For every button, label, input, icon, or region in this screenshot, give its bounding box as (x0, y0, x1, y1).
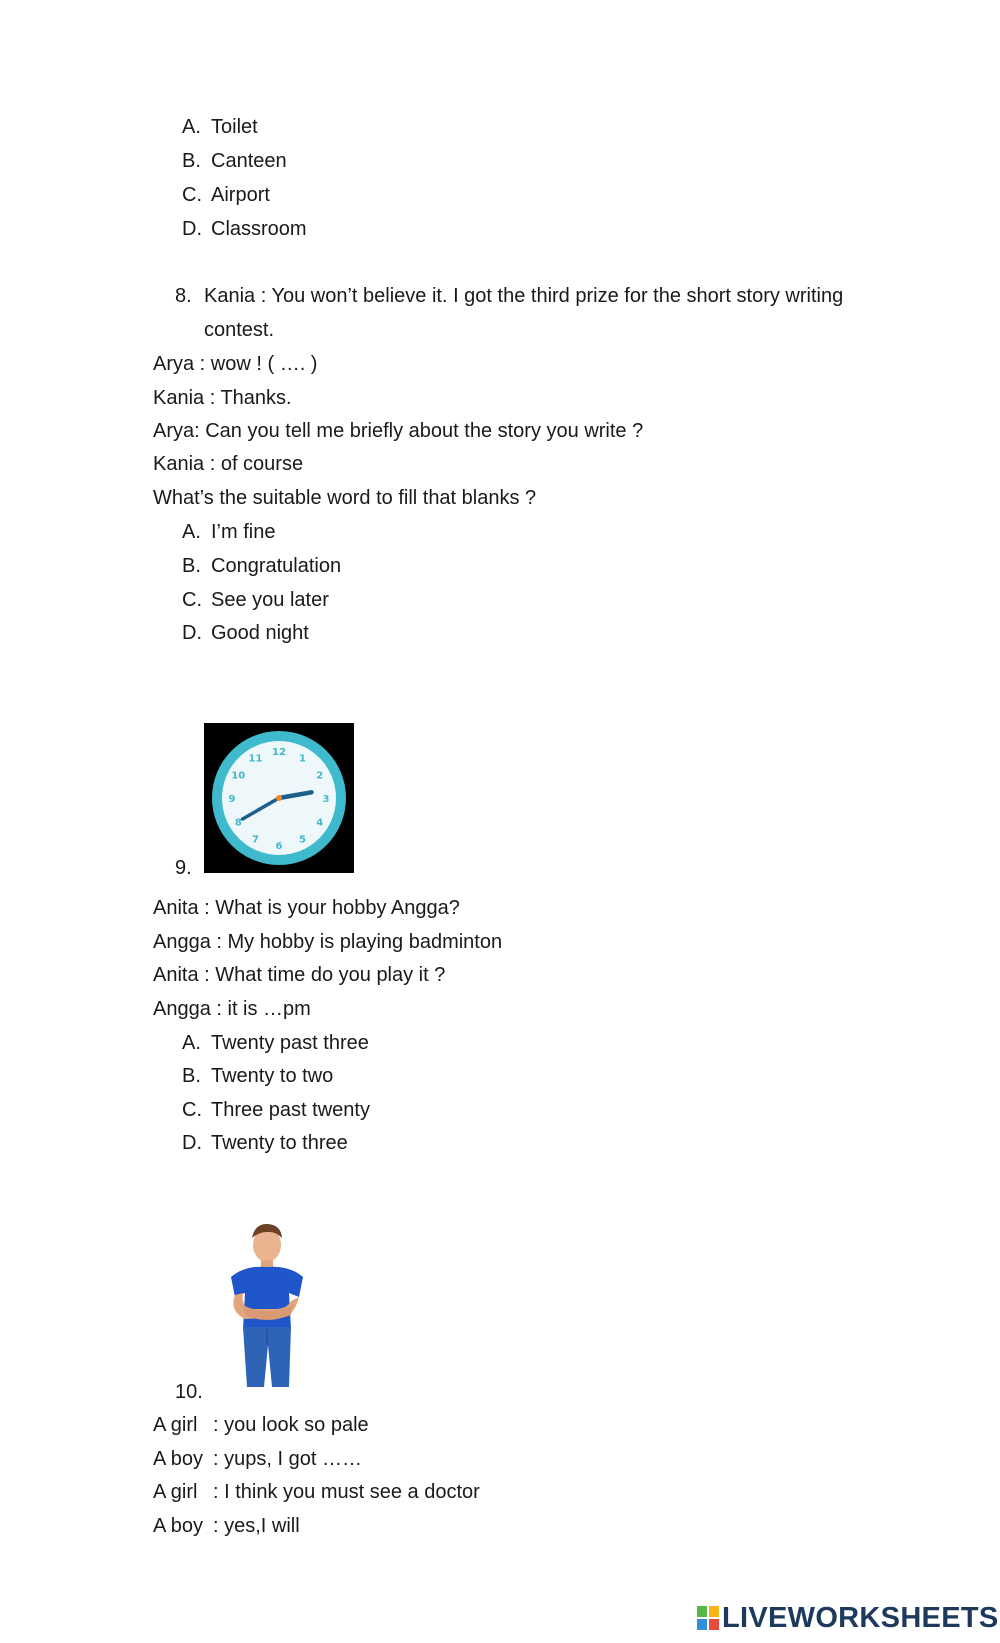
q7-option-d: D. Classroom (182, 218, 307, 240)
clock-numeral: 10 (231, 770, 246, 782)
q8-option-a: A. I’m fine (182, 521, 276, 543)
liveworksheets-logo-icon (696, 1605, 720, 1631)
q9-dialogue-line: Anita : What is your hobby Angga? (153, 897, 460, 919)
q8-dialogue-line: Arya : wow ! ( …. ) (153, 353, 318, 375)
q8-dialogue-line: Arya: Can you tell me briefly about the story you write ? (153, 420, 644, 442)
q9-dialogue-line: Angga : it is …pm (153, 998, 311, 1020)
q9-dialogue-line: Angga : My hobby is playing badminton (153, 931, 503, 953)
brand-name: LIVEWORKSHEETS (722, 1602, 999, 1634)
q8-question: What’s the suitable word to fill that blanks ? (153, 487, 537, 509)
q10-number: 10. (175, 1381, 203, 1403)
clock-numeral: 2 (316, 770, 324, 782)
q10-dialogue-row: A girl : I think you must see a doctor (153, 1481, 480, 1503)
q7-option-a: A. Toilet (182, 116, 258, 138)
q8-option-c: C. See you later (182, 589, 329, 611)
clock-numeral: 1 (299, 753, 306, 765)
boy-illustration-icon (205, 1205, 330, 1387)
q9-option-b: B. Twenty to two (182, 1065, 334, 1087)
clock-numeral: 4 (316, 817, 324, 829)
q9-dialogue-line: Anita : What time do you play it ? (153, 964, 446, 986)
q10-dialogue-row: A girl : you look so pale (153, 1414, 369, 1436)
q8-number: 8. (175, 285, 192, 307)
q8-prompt-line1: Kania : You won’t believe it. I got the third prize for the short story writing (204, 285, 844, 307)
q10-dialogue-row: A boy : yes,I will (153, 1515, 300, 1537)
clock-numeral: 5 (299, 834, 306, 846)
clock-numeral: 3 (322, 794, 330, 805)
q7-option-c: C. Airport (182, 184, 270, 206)
q9-option-c: C. Three past twenty (182, 1099, 370, 1121)
clock-numeral: 11 (248, 753, 263, 765)
clock-numeral: 8 (234, 817, 242, 829)
clock-numeral: 12 (272, 747, 286, 758)
liveworksheets-logo (696, 1603, 999, 1633)
clock-icon (204, 723, 354, 873)
q7-option-b: B. Canteen (182, 150, 287, 172)
q8-option-d: D. Good night (182, 622, 309, 644)
boy-stomachache-image (205, 1205, 330, 1387)
q9-number: 9. (175, 857, 192, 879)
q8-prompt-line2: contest. (204, 319, 275, 341)
q8-dialogue-line: Kania : Thanks. (153, 387, 292, 409)
clock-numeral: 9 (228, 794, 236, 805)
q9-option-a: A. Twenty past three (182, 1032, 369, 1054)
q8-option-b: B. Congratulation (182, 555, 342, 577)
clock-numeral: 7 (252, 834, 259, 846)
clock-image (204, 723, 354, 873)
q10-dialogue-row: A boy : yups, I got …… (153, 1448, 362, 1470)
clock-numeral: 6 (275, 841, 283, 852)
clock-center (276, 795, 282, 801)
q8-dialogue-line: Kania : of course (153, 453, 304, 475)
q9-option-d: D. Twenty to three (182, 1132, 348, 1154)
